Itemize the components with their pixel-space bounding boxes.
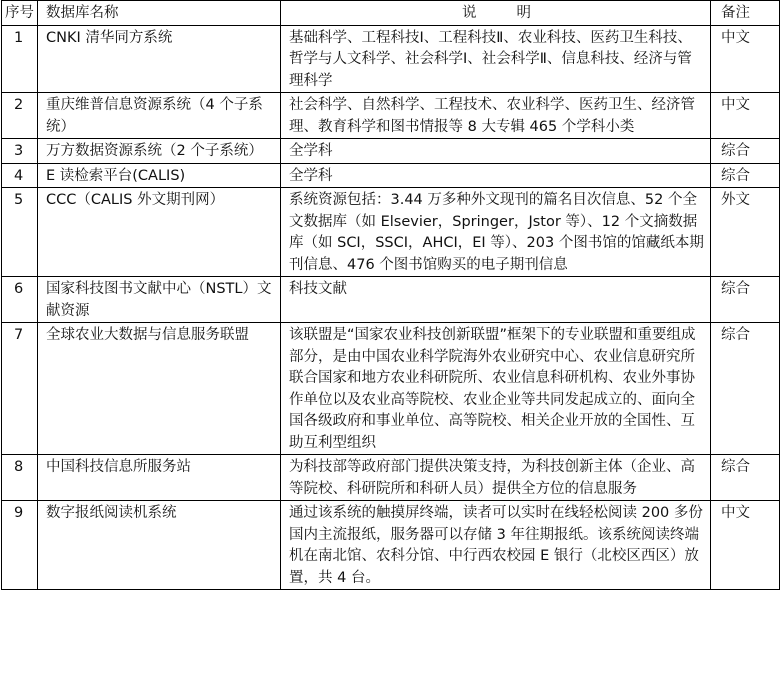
row-index: 2 — [2, 93, 38, 139]
row-index: 6 — [2, 277, 38, 323]
table-row — [2, 455, 780, 501]
row-index: 1 — [2, 25, 38, 93]
row-index: 9 — [2, 501, 38, 590]
row-note: 中文 — [711, 501, 780, 590]
table-row — [2, 139, 780, 164]
row-description: 全学科 — [281, 163, 711, 188]
row-note: 综合 — [711, 323, 780, 455]
table-row — [2, 501, 780, 590]
database-table — [1, 0, 780, 590]
header-index: 序号 — [2, 1, 38, 26]
table-row — [2, 277, 780, 323]
row-note: 中文 — [711, 25, 780, 93]
row-note: 外文 — [711, 188, 780, 277]
row-note: 综合 — [711, 455, 780, 501]
row-index: 8 — [2, 455, 38, 501]
row-name: CNKI 清华同方系统 — [38, 25, 281, 93]
row-name: 国家科技图书文献中心（NSTL）文献资源 — [38, 277, 281, 323]
row-description: 基础科学、工程科技Ⅰ、工程科技Ⅱ、农业科技、医药卫生科技、哲学与人文科学、社会科学Ⅰ、社会科学Ⅱ、信息科技、经济与管理科学 — [281, 25, 711, 93]
header-description-b: 明 — [516, 5, 531, 21]
row-description: 为科技部等政府部门提供决策支持，为科技创新主体（企业、高等院校、科研院所和科研人员）提供全方位的信息服务 — [281, 455, 711, 501]
row-description: 系统资源包括：3.44 万多种外文现刊的篇名目次信息、52 个全文数据库（如 Elsevier，Springer，Jstor 等）、12 个文摘数据库（如 SCI，SSCI，AHCI，EI 等）、203 个图书馆的馆藏纸本期刊信息、476 个图书馆购买的电子期刊信息 — [281, 188, 711, 277]
row-name: 数字报纸阅读机系统 — [38, 501, 281, 590]
row-note: 综合 — [711, 277, 780, 323]
row-description: 科技文献 — [281, 277, 711, 323]
row-description: 通过该系统的触摸屏终端，读者可以实时在线轻松阅读 200 多份国内主流报纸，服务器可以存储 3 年往期报纸。该系统阅读终端机在南北馆、农科分馆、中行西农校园 E 银行（北校区西区）放置，共 4 台。 — [281, 501, 711, 590]
row-description: 全学科 — [281, 139, 711, 164]
row-note: 中文 — [711, 93, 780, 139]
table-row — [2, 163, 780, 188]
row-index: 5 — [2, 188, 38, 277]
row-name: 重庆维普信息资源系统（4 个子系统） — [38, 93, 281, 139]
row-name: 全球农业大数据与信息服务联盟 — [38, 323, 281, 455]
row-description: 社会科学、自然科学、工程技术、农业科学、医药卫生、经济管理、教育科学和图书情报等 8 大专辑 465 个学科小类 — [281, 93, 711, 139]
row-note: 综合 — [711, 163, 780, 188]
table-row — [2, 25, 780, 93]
row-name: 万方数据资源系统（2 个子系统） — [38, 139, 281, 164]
row-description: 该联盟是“国家农业科技创新联盟”框架下的专业联盟和重要组成部分，是由中国农业科学院海外农业研究中心、农业信息研究所联合国家和地方农业科研院所、农业信息科研机构、农业外事协作单位以及农业高等院校、农业企业等共同发起成立的、面向全国各级政府和事业单位、高等院校、相关企业开放的全国性、互助互利型组织 — [281, 323, 711, 455]
row-index: 7 — [2, 323, 38, 455]
header-description — [281, 1, 711, 26]
row-note: 综合 — [711, 139, 780, 164]
table-row — [2, 93, 780, 139]
row-index: 3 — [2, 139, 38, 164]
table-header-row — [2, 1, 780, 26]
row-name: 中国科技信息所服务站 — [38, 455, 281, 501]
row-name: CCC（CALIS 外文期刊网） — [38, 188, 281, 277]
row-name: E 读检索平台(CALIS) — [38, 163, 281, 188]
header-name: 数据库名称 — [38, 1, 281, 26]
table-row — [2, 323, 780, 455]
header-description-a: 说 — [462, 5, 477, 21]
header-note: 备注 — [711, 1, 780, 26]
table-row — [2, 188, 780, 277]
row-index: 4 — [2, 163, 38, 188]
